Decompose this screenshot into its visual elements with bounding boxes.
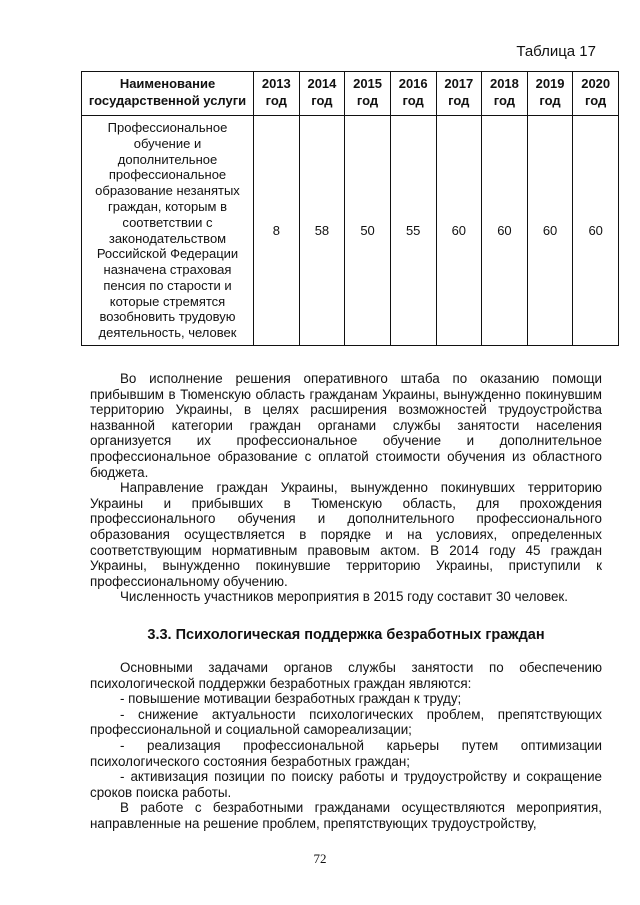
cell-value: 55 [390, 116, 436, 346]
cell-value: 60 [436, 116, 482, 346]
list-item: - снижение актуальности психологических проблем, препятствующих профессиональной и социальной самореализации; [90, 706, 602, 738]
cell-value: 8 [254, 116, 300, 346]
header-year: 2014 год [299, 72, 345, 116]
header-year: 2017 год [436, 72, 482, 116]
cell-value: 50 [345, 116, 391, 346]
header-year: 2018 год [482, 72, 528, 116]
list-item: - активизация позиции по поиску работы и трудоустройству и сокращение сроков поиска работы. [90, 769, 602, 800]
paragraph: В работе с безработными гражданами осуществляются мероприятия, направленные на решение проблем, препятствующих трудоустройству, [90, 800, 602, 831]
cell-value: 60 [573, 116, 619, 346]
header-service-name: Наименование государственной услуги [82, 72, 254, 116]
list-item: - реализация профессиональной карьеры путем оптимизации психологического состояния безработных граждан; [90, 737, 602, 769]
header-year: 2016 год [390, 72, 436, 116]
body-text-top [90, 371, 602, 605]
paragraph: Во исполнение решения оперативного штаба по оказанию помощи прибывшим в Тюменскую область гражданам Украины, вынужденно покинувшим территорию Украины, в целях расширения возможностей трудоустройства названной категории граждан органами службы занятости населения организуется их профессиональное обучение и дополнительное профессиональное образование с оплатой стоимости обучения из областного бюджета. [90, 371, 602, 480]
paragraph: Численность участников мероприятия в 2015 году составит 30 человек. [120, 589, 568, 605]
section-heading: 3.3. Психологическая поддержка безработных граждан [147, 627, 545, 643]
table-row [82, 116, 619, 346]
header-year: 2019 год [527, 72, 573, 116]
header-year: 2015 год [345, 72, 391, 116]
cell-value: 58 [299, 116, 345, 346]
body-text-bottom [90, 660, 602, 832]
header-year: 2013 год [254, 72, 300, 116]
header-year: 2020 год [573, 72, 619, 116]
paragraph: Направление граждан Украины, вынужденно покинувших территорию Украины и прибывших в Тюменскую область, для прохождения профессионального обучения и дополнительного профессионального образования осуществляется в порядке и на условиях, определенных соответствующим нормативным правовым актом. В 2014 году 45 граждан Украины, вынужденно покинувшие территорию Украины, приступили к профессиональному обучению. [90, 480, 602, 589]
page-number: 72 [313, 851, 327, 866]
cell-value: 60 [482, 116, 528, 346]
list-item: - повышение мотивации безработных граждан к труду; [120, 691, 462, 707]
table-caption: Таблица 17 [516, 43, 596, 60]
table-header-row [82, 72, 619, 116]
cell-value: 60 [527, 116, 573, 346]
paragraph: Основными задачами органов службы занятости по обеспечению психологической поддержки безработных граждан являются: [90, 660, 602, 691]
services-table [81, 71, 619, 346]
row-service-label: Профессиональное обучение и дополнительное профессиональное образование незанятых граждан, которым в соответствии с законодательством Российской Федерации назначена страховая пенсия по старости и которые стремятся возобновить трудовую деятельность, человек [82, 116, 254, 346]
